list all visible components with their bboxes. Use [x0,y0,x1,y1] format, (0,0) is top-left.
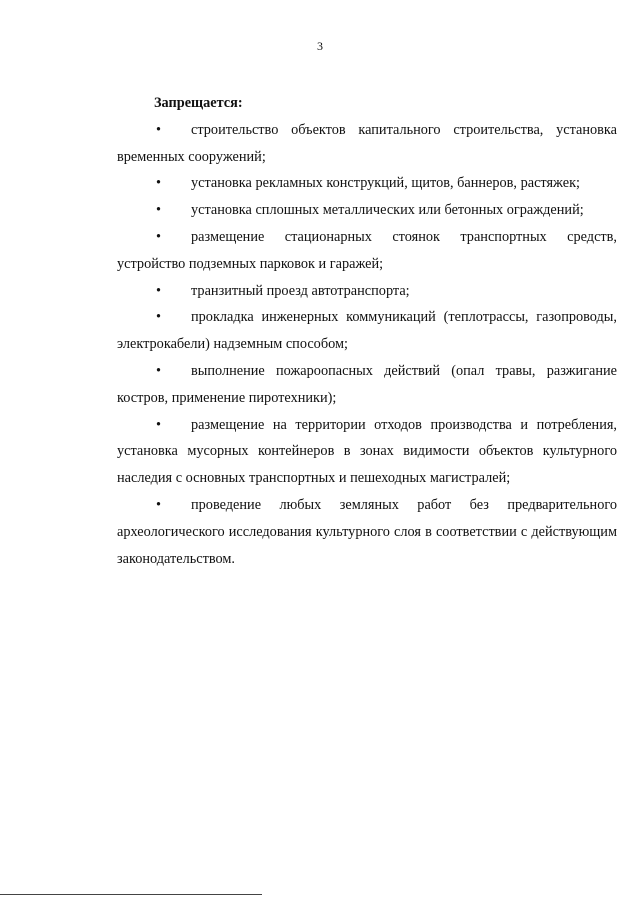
list-item-text: размещение стационарных стоянок транспортных средств, устройство подземных парковок и гаражей; [117,228,617,272]
list-item [117,492,617,572]
bullet-icon: • [156,362,162,379]
list-item [117,197,617,224]
list-item [117,224,617,278]
bullet-icon: • [156,416,162,433]
list-item-text: выполнение пожароопасных действий (опал травы, разжигание костров, применение пиротехники); [117,362,617,406]
list-item-text: проведение любых земляных работ без предварительного археологического исследования культурного слоя в соответствии с действующим законодательством. [117,496,617,567]
bullet-icon: • [156,121,162,138]
bullet-icon: • [156,309,162,326]
section-heading: Запрещается: [154,95,243,111]
list-item-text: транзитный проезд автотранспорта; [191,282,410,299]
list-item-text: установка сплошных металлических или бетонных ограждений; [191,202,584,219]
list-item [117,278,617,305]
bullet-icon: • [156,496,162,513]
bullet-icon: • [156,175,162,192]
list-item-text: строительство объектов капитального строительства, установка временных сооружений; [117,121,617,165]
page-number: 3 [317,39,323,53]
list-item [117,304,617,358]
list-item-text: прокладка инженерных коммуникаций (теплотрассы, газопроводы, электрокабели) надземным способом; [117,309,617,353]
list-item [117,412,617,492]
bullet-icon: • [156,202,162,219]
list-item [117,358,617,412]
list-item [117,170,617,197]
list-item [117,117,617,171]
bullet-icon: • [156,282,162,299]
list-item-text: размещение на территории отходов производства и потребления, установка мусорных контейнеров в зонах видимости объектов культурного наследия с основных транспортных и пешеходных магистралей; [117,416,617,487]
list-item-text: установка рекламных конструкций, щитов, баннеров, растяжек; [191,175,581,192]
bullet-icon: • [156,228,162,245]
document-body [117,90,617,572]
footnote-divider [0,894,262,895]
